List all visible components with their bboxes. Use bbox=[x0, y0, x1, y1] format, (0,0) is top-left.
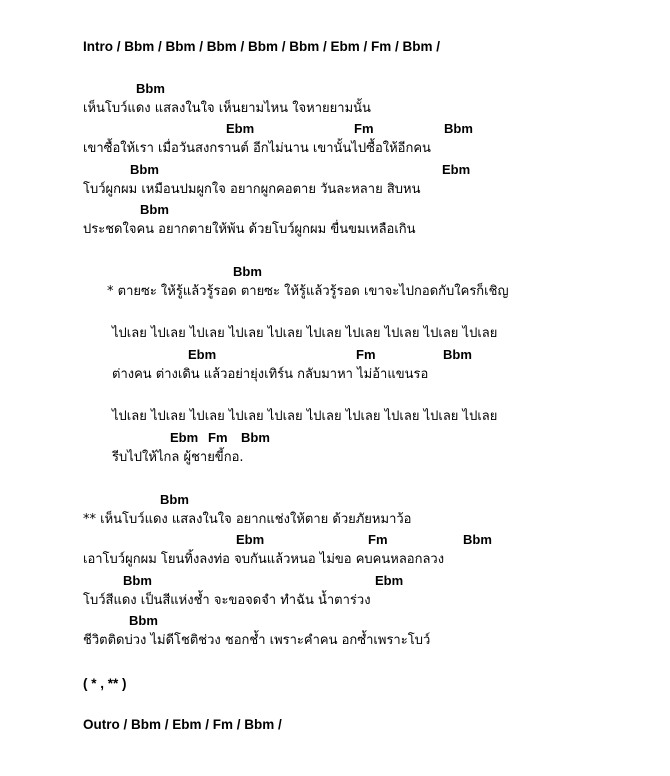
chord: Bbm bbox=[160, 492, 189, 507]
lyric-line: โบว์ผูกผม เหมือนปมผูกใจ อยากผูกคอตาย วันละหลาย สิบหน bbox=[83, 182, 421, 197]
lyric-line: ประชดใจคน อยากตายให้พ้น ด้วยโบว์ผูกผม ขื่นขมเหลือเกิน bbox=[83, 222, 416, 237]
intro-line: Intro / Bbm / Bbm / Bbm / Bbm / Bbm / Ebm / Fm / Bbm / bbox=[83, 39, 441, 54]
chord: Bbm bbox=[443, 347, 472, 362]
lyric-line: โบว์สีแดง เป็นสีแห่งช้ำ จะขอจดจำ ทำฉัน น้ำตาร่วง bbox=[83, 593, 371, 608]
chord: Ebm bbox=[442, 162, 471, 177]
chord: Bbm bbox=[233, 264, 262, 279]
lyric-line: เห็นโบว์แดง แสลงในใจ เห็นยามไหน ใจหายยามนั้น bbox=[83, 101, 371, 116]
outro-line: Outro / Bbm / Ebm / Fm / Bbm / bbox=[83, 717, 282, 732]
lyric-line: เอาโบว์ผูกผม โยนทิ้งลงท่อ จบกันแล้วหนอ ไม่ขอ คบคนหลอกลวง bbox=[83, 552, 445, 567]
lyric-line: ไปเลย ไปเลย ไปเลย ไปเลย ไปเลย ไปเลย ไปเลย ไปเลย ไปเลย ไปเลย bbox=[112, 409, 498, 424]
lyric-line: รีบไปให้ไกล ผู้ชายขี้กอ. bbox=[112, 450, 244, 465]
chord: Ebm bbox=[236, 532, 265, 547]
chord: Bbm bbox=[123, 573, 152, 588]
chord: Bbm bbox=[140, 202, 169, 217]
chord: Bbm bbox=[444, 121, 473, 136]
repeat-marker: ( * , ** ) bbox=[83, 676, 127, 691]
chord: Bbm bbox=[136, 81, 165, 96]
chord: Fm bbox=[354, 121, 374, 136]
chord: Bbm bbox=[129, 613, 158, 628]
chord: Ebm bbox=[170, 430, 199, 445]
chord: Fm bbox=[356, 347, 376, 362]
chord: Ebm bbox=[226, 121, 255, 136]
chord: Bbm bbox=[130, 162, 159, 177]
chord: Fm bbox=[368, 532, 388, 547]
lyric-line: * ตายซะ ให้รู้แล้วรู้รอด ตายซะ ให้รู้แล้วรู้รอด เขาจะไปกอดกับใครก็เชิญ bbox=[107, 284, 509, 299]
lyric-line: ต่างคน ต่างเดิน แล้วอย่ายุ่งเทิร์น กลับมาหา ไม่อ้าแขนรอ bbox=[112, 367, 429, 382]
chord: Bbm bbox=[463, 532, 492, 547]
lyric-line: ชีวิตติดบ่วง ไม่ดีโชติช่วง ชอกช้ำ เพราะคำคน อกซ้ำเพราะโบว์ bbox=[83, 633, 431, 648]
chord: Bbm bbox=[241, 430, 270, 445]
chord: Ebm bbox=[188, 347, 217, 362]
lyric-line: ** เห็นโบว์แดง แสลงในใจ อยากแช่งให้ตาย ด้วยภัยหมาว้อ bbox=[83, 512, 412, 527]
chord: Ebm bbox=[375, 573, 404, 588]
chord: Fm bbox=[208, 430, 228, 445]
lyric-line: ไปเลย ไปเลย ไปเลย ไปเลย ไปเลย ไปเลย ไปเลย ไปเลย ไปเลย ไปเลย bbox=[112, 326, 498, 341]
lyric-line: เขาซื้อให้เรา เมื่อวันสงกรานต์ อีกไม่นาน เขานั้นไปซื้อให้อีกคน bbox=[83, 141, 431, 156]
